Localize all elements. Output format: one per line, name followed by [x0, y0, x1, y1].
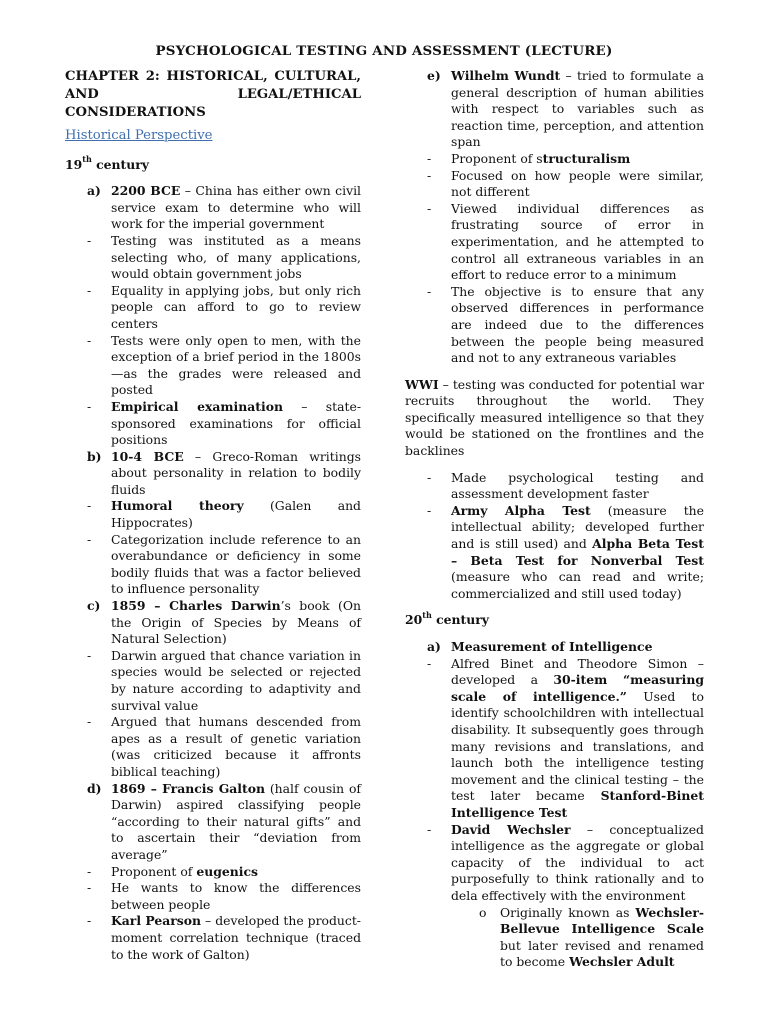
item-bold-text: 2200 BCE	[111, 183, 181, 199]
wwi-label: WWI	[405, 376, 439, 392]
bullet-text: Tests were only open to men, with the exception of a brief period in the 1800s —as the grades were released and posted	[111, 332, 361, 398]
bullet-item	[65, 283, 361, 333]
bullet-text: He wants to know the differences between people	[111, 880, 361, 912]
bullet-bold-text: Army Alpha Test	[451, 502, 591, 518]
century-word: century	[431, 612, 489, 628]
list-label: e)	[427, 68, 441, 83]
dash-bullet: -	[427, 821, 432, 837]
chapter-heading-line-1: CHAPTER 2: HISTORICAL, CULTURAL,	[65, 69, 361, 84]
wwi-text: – testing was conducted for potential war recruits throughout the world. They specifically measured intelligence so that they would be stationed on the frontlines and the backlines	[405, 376, 704, 459]
century-heading-19th	[65, 154, 361, 174]
bullet-bold-text: Humoral theory	[111, 498, 244, 514]
dash-bullet: -	[427, 655, 432, 671]
century-suffix: th	[82, 154, 92, 165]
dash-bullet: -	[87, 863, 92, 879]
circle-bullet: o	[479, 904, 487, 920]
bullet-bold-text: 30-item “measuring scale of intelligence.”	[451, 672, 705, 704]
bullet-text: but later revised and renamed to become	[500, 937, 704, 970]
item-text: – tried to formulate a general description of human abilities with respect to variables such as reaction time, perception, and attention span	[451, 68, 704, 150]
list-label: d)	[87, 780, 102, 796]
dash-bullet: -	[87, 332, 92, 348]
section-heading-link[interactable]: Historical Perspective	[65, 128, 213, 143]
dash-bullet: -	[87, 913, 92, 929]
century-number: 19	[65, 156, 83, 172]
item-bold-text: Wilhelm Wundt	[451, 68, 561, 83]
item-text: (half cousin of Darwin) aspired classifying people “according to their natural gifts” and to ascertain their “deviation from average”	[111, 780, 362, 862]
left-column	[65, 68, 361, 963]
bullet-text: Argued that humans descended from apes as a result of genetic variation (was criticized because it affronts biblical teaching)	[111, 714, 361, 779]
bullet-item	[405, 168, 704, 201]
bullet-item	[65, 714, 361, 780]
bullet-item	[65, 648, 361, 714]
dash-bullet: -	[427, 502, 432, 518]
bullet-text: Focused on how people were similar, not different	[451, 167, 704, 200]
bullet-item	[405, 503, 704, 603]
bullet-bold-text: tructuralism	[542, 150, 631, 166]
bullet-bold-text: Empirical examination	[111, 398, 283, 414]
bullet-text: Used to identify schoolchildren with intellectual disability. It subsequently goes through many revisions and translations, and launch both the intelligence testing movement and the clinical testing – the test later became	[451, 688, 704, 804]
item-bold-text: Measurement of Intelligence	[451, 639, 653, 654]
list-label: a)	[87, 183, 101, 199]
item-bold-text: 10-4 BCE	[111, 448, 184, 464]
bullet-text: Darwin argued that chance variation in species would be selected or rejected by nature according to adaptivity and survival value	[111, 647, 361, 713]
dash-bullet: -	[87, 531, 92, 547]
list-label: c)	[87, 598, 101, 614]
bullet-item	[65, 233, 361, 283]
dash-bullet: -	[427, 200, 432, 216]
bullet-bold-text: Karl Pearson	[111, 913, 202, 929]
bullet-item	[65, 532, 361, 598]
dash-bullet: -	[427, 283, 432, 299]
bullet-text: Proponent of	[111, 863, 197, 879]
dash-bullet: -	[87, 232, 92, 248]
dash-bullet: -	[87, 282, 92, 298]
bullet-item	[405, 822, 704, 905]
dash-bullet: -	[87, 880, 92, 896]
bullet-bold-text: David Wechsler	[451, 821, 571, 837]
bullet-item	[65, 913, 361, 963]
bullet-text: Originally known as	[500, 904, 636, 920]
century-word: century	[91, 156, 149, 172]
bullet-text: (measure who can read and write; commercialized and still used today)	[451, 569, 704, 601]
list-item-10-4-bce	[65, 449, 361, 499]
bullet-text: Equality in applying jobs, but only rich people can afford to go to review centers	[111, 282, 361, 331]
bullet-bold-text: Wechsler Adult	[569, 954, 675, 970]
spacer	[405, 602, 704, 612]
item-bold-text: 1869 – Francis Galton	[111, 780, 266, 796]
bullet-text: The objective is to ensure that any observed differences in performance are indeed due to the differences between the people being measured and not to any extraneous variables	[451, 283, 704, 366]
right-column	[405, 68, 704, 971]
item-bold-text: 1859 – Charles Darwin	[111, 598, 281, 614]
item-text: – Greco-Roman writings about personality in relation to bodily fluids	[111, 448, 361, 497]
bullet-text: Viewed individual differences as frustrating source of error in experimentation, and he attempted to control all extraneous variables in an effort to reduce error to a minimum	[451, 200, 704, 283]
list-label: b)	[87, 448, 102, 464]
sub-bullet-item	[405, 905, 704, 971]
list-label: a)	[427, 639, 441, 654]
bullet-item	[65, 333, 361, 399]
bullet-item	[65, 864, 361, 881]
bullet-text: Made psychological testing and assessment development faster	[451, 469, 704, 502]
bullet-item	[405, 201, 704, 284]
bullet-bold-text: Alpha Beta Test – Beta Test for Nonverbal Test	[451, 536, 704, 568]
dash-bullet: -	[427, 167, 432, 183]
bullet-text: Proponent of s	[451, 150, 543, 166]
chapter-heading	[65, 68, 361, 122]
bullet-item	[405, 656, 704, 822]
century-heading-20th	[405, 612, 704, 629]
bullet-item	[405, 151, 704, 168]
dash-bullet: -	[87, 398, 92, 414]
bullet-text: Categorization include reference to an overabundance or deficiency in some bodily fluids that was a factor believed to influence personality	[111, 531, 361, 597]
bullet-text: – state-sponsored examinations for official positions	[111, 398, 361, 448]
bullet-item	[405, 284, 704, 367]
bullet-bold-text: Wechsler-Bellevue Intelligence Scale	[500, 904, 704, 937]
bullet-text: (Galen and Hippocrates)	[111, 498, 361, 531]
dash-bullet: -	[427, 150, 432, 166]
bullet-text: (measure the intellectual ability; developed further and is still used) and	[451, 502, 704, 552]
bullet-item	[405, 470, 704, 503]
wwi-paragraph	[405, 377, 704, 460]
bullet-bold-text: Stanford-Binet Intelligence Test	[451, 788, 704, 820]
item-text: ’s book (On the Origin of Species by Means of Natural Selection)	[111, 598, 361, 647]
list-item-2200-bce	[65, 183, 361, 233]
bullet-text: Alfred Binet and Theodore Simon – developed a	[451, 655, 704, 688]
list-item-measurement-of-intelligence	[405, 639, 704, 656]
list-item-1869-galton	[65, 781, 361, 864]
chapter-heading-line-2: AND LEGAL/ETHICAL	[65, 87, 361, 102]
document-title: PSYCHOLOGICAL TESTING AND ASSESSMENT (LECTURE)	[155, 43, 613, 59]
bullet-bold-text: eugenics	[196, 863, 258, 879]
century-number: 20	[405, 612, 423, 628]
bullet-item	[65, 399, 361, 449]
list-item-1859-darwin	[65, 598, 361, 648]
bullet-text: – conceptualized intelligence as the aggregate or global capacity of the individual to act purposefully to think rationally and to dela effectively with the environment	[451, 821, 704, 903]
dash-bullet: -	[87, 498, 92, 514]
list-item-wundt	[405, 68, 704, 151]
bullet-text: Testing was instituted as a means selecting who, of many applications, would obtain government jobs	[111, 232, 361, 282]
dash-bullet: -	[87, 647, 92, 663]
dash-bullet: -	[87, 714, 92, 730]
bullet-text: – developed the product-moment correlation technique (traced to the work of Galton)	[111, 913, 361, 962]
century-suffix: th	[422, 610, 432, 621]
dash-bullet: -	[427, 469, 432, 485]
bullet-item	[65, 880, 361, 913]
chapter-heading-line-3: CONSIDERATIONS	[65, 105, 206, 120]
bullet-item	[65, 498, 361, 531]
item-text: – China has either own civil service exam to determine who will work for the imperial government	[111, 183, 362, 232]
